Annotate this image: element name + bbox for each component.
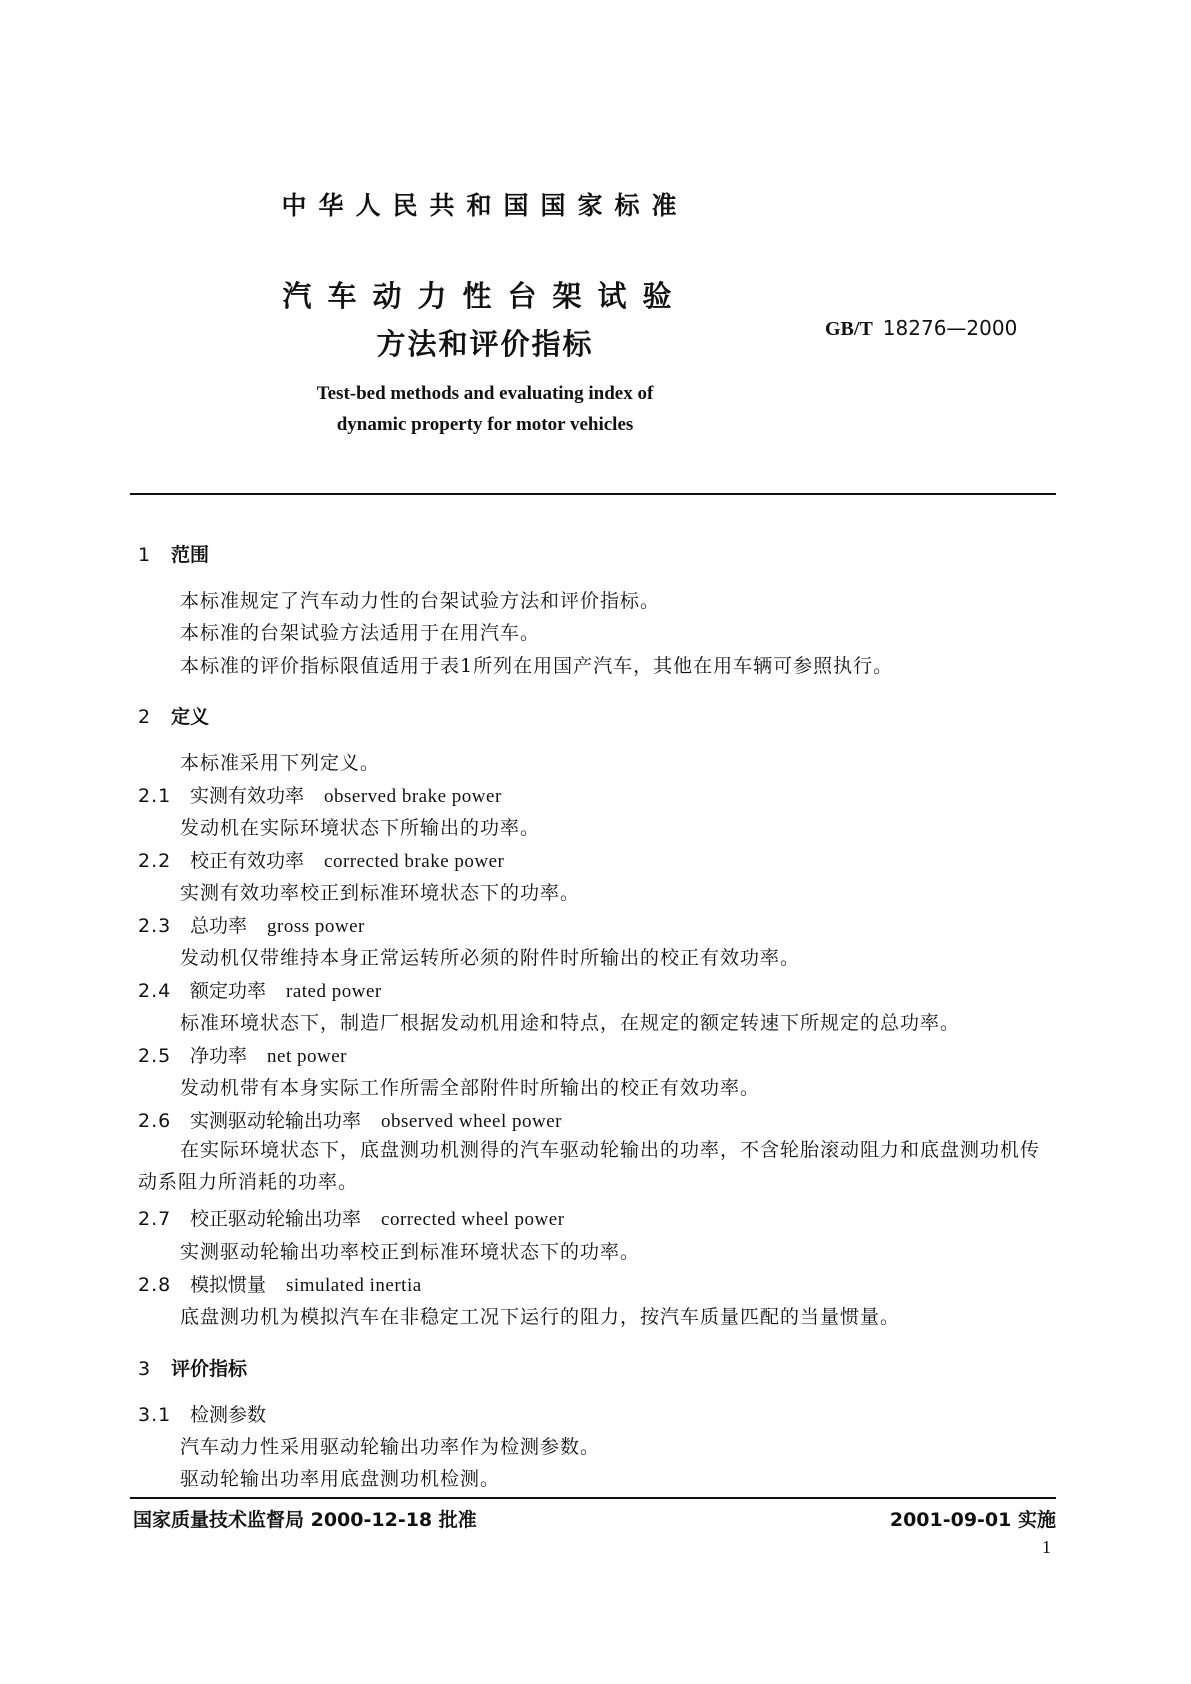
standard-number: 18276—2000: [882, 316, 1018, 340]
definition-2-7-term: 2.7 校正驱动轮输出功率 corrected wheel power: [138, 1208, 565, 1230]
standard-code: [825, 316, 1017, 341]
definition-2-6-text: 在实际环境状态下，底盘测功机测得的汽车驱动轮输出的功率，不含轮胎滚动阻力和底盘测功机传动系阻力所消耗的功率。: [138, 1139, 1041, 1193]
section-1-paragraph-2: 本标准的台架试验方法适用于在用汽车。: [180, 622, 541, 644]
definition-2-7-text: 实测驱动轮输出功率校正到标准环境状态下的功率。: [180, 1241, 641, 1263]
footer-divider: [130, 1497, 1056, 1499]
definition-2-1-text: 发动机在实际环境状态下所输出的功率。: [180, 817, 541, 839]
section-1-paragraph-3: 本标准的评价指标限值适用于表1所列在用国产汽车，其他在用车辆可参照执行。: [180, 655, 894, 677]
section-1-paragraph-1: 本标准规定了汽车动力性的台架试验方法和评价指标。: [180, 590, 661, 612]
title-line-1: 汽车动力性台架试验: [282, 279, 688, 313]
definition-2-6-term: 2.6 实测驱动轮输出功率 observed wheel power: [138, 1110, 562, 1132]
definition-2-1-term: 2.1 实测有效功率 observed brake power: [138, 785, 502, 807]
english-title-line-2: dynamic property for motor vehicles: [336, 414, 634, 435]
approval-date: 国家质量技术监督局 2000-12-18 批准: [133, 1509, 477, 1531]
title-line-2: 方法和评价指标: [376, 327, 594, 361]
definition-2-8-text: 底盘测功机为模拟汽车在非稳定工况下运行的阻力，按汽车质量匹配的当量惯量。: [180, 1306, 901, 1328]
effective-date: 2001-09-01 实施: [889, 1509, 1056, 1531]
section-3-paragraph-1: 汽车动力性采用驱动轮输出功率作为检测参数。: [180, 1436, 601, 1458]
standard-prefix: GB/T: [825, 318, 873, 340]
definition-2-3-text: 发动机仅带维持本身正常运转所必须的附件时所输出的校正有效功率。: [180, 947, 801, 969]
subsection-3-1-heading: 3.1 检测参数: [138, 1404, 267, 1426]
definition-2-4-text: 标准环境状态下，制造厂根据发动机用途和特点，在规定的额定转速下所规定的总功率。: [180, 1012, 961, 1034]
definition-2-4-term: 2.4 额定功率 rated power: [138, 980, 382, 1002]
definition-2-3-term: 2.3 总功率 gross power: [138, 915, 365, 937]
definition-2-2-term: 2.2 校正有效功率 corrected brake power: [138, 850, 505, 872]
definition-2-8-term: 2.8 模拟惯量 simulated inertia: [138, 1274, 422, 1296]
section-3-paragraph-2: 驱动轮输出功率用底盘测功机检测。: [180, 1468, 501, 1490]
section-2-intro: 本标准采用下列定义。: [180, 752, 381, 774]
definition-2-2-text: 实测有效功率校正到标准环境状态下的功率。: [180, 882, 581, 904]
section-1-heading: 1 范围: [138, 544, 210, 566]
definition-2-5-text: 发动机带有本身实际工作所需全部附件时所输出的校正有效功率。: [180, 1077, 761, 1099]
english-title-line-1: Test-bed methods and evaluating index of: [316, 383, 654, 404]
section-2-heading: 2 定义: [138, 706, 210, 728]
page-number: 1: [1042, 1537, 1051, 1557]
national-standard-label: 中华人民共和国国家标准: [281, 191, 689, 220]
header-divider: [130, 493, 1056, 495]
section-3-heading: 3 评价指标: [138, 1358, 248, 1380]
definition-2-5-term: 2.5 净功率 net power: [138, 1045, 347, 1067]
